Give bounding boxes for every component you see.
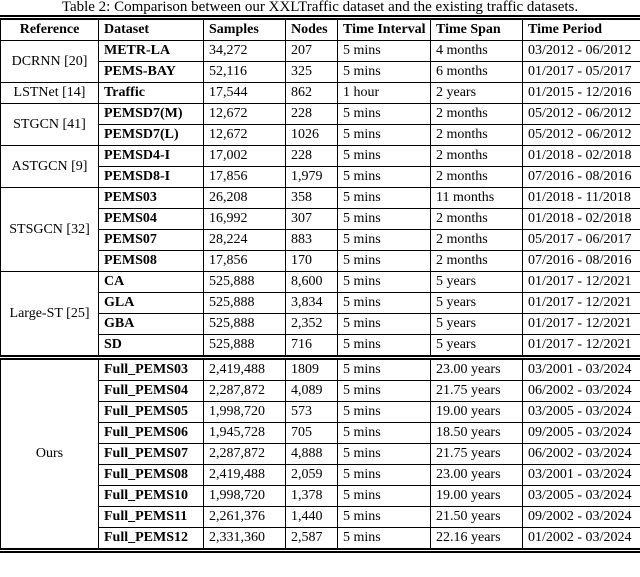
cell-period: 09/2005 - 03/2024 (523, 423, 640, 444)
table-row (1, 146, 640, 167)
cell-period: 07/2016 - 08/2016 (523, 251, 640, 272)
cell-samples: 525,888 (204, 272, 286, 293)
cell-dataset: CA (99, 272, 204, 293)
cell-interval: 5 mins (338, 314, 431, 335)
column-header-time-interval: Time Interval (338, 18, 431, 41)
cell-span: 21.75 years (431, 381, 523, 402)
cell-period: 05/2012 - 06/2012 (523, 125, 640, 146)
cell-nodes: 1026 (286, 125, 338, 146)
cell-interval: 5 mins (338, 335, 431, 358)
cell-nodes: 307 (286, 209, 338, 230)
reference-cell: STGCN [41] (1, 104, 99, 146)
table-caption: Table 2: Comparison between our XXLTraffic dataset and the existing traffic datasets. (61, 0, 579, 15)
cell-interval: 1 hour (338, 83, 431, 104)
cell-nodes: 2,587 (286, 528, 338, 551)
cell-samples: 1,998,720 (204, 486, 286, 507)
cell-dataset: Full_PEMS04 (99, 381, 204, 402)
cell-period: 06/2002 - 03/2024 (523, 444, 640, 465)
cell-span: 22.16 years (431, 528, 523, 551)
cell-dataset: PEMSD4-I (99, 146, 204, 167)
cell-period: 01/2018 - 02/2018 (523, 209, 640, 230)
cell-period: 01/2017 - 05/2017 (523, 62, 640, 83)
reference-cell: ASTGCN [9] (1, 146, 99, 188)
cell-interval: 5 mins (338, 293, 431, 314)
cell-samples: 17,856 (204, 167, 286, 188)
reference-cell: LSTNet [14] (1, 83, 99, 104)
table-group (1, 358, 640, 551)
cell-dataset: PEMSD7(M) (99, 104, 204, 125)
cell-interval: 5 mins (338, 125, 431, 146)
cell-interval: 5 mins (338, 507, 431, 528)
cell-span: 6 months (431, 62, 523, 83)
cell-interval: 5 mins (338, 381, 431, 402)
table-group (1, 272, 640, 358)
cell-interval: 5 mins (338, 528, 431, 551)
cell-span: 5 years (431, 293, 523, 314)
cell-dataset: Full_PEMS12 (99, 528, 204, 551)
cell-span: 23.00 years (431, 358, 523, 381)
cell-dataset: METR-LA (99, 41, 204, 62)
cell-samples: 2,419,488 (204, 358, 286, 381)
cell-period: 05/2012 - 06/2012 (523, 104, 640, 125)
cell-span: 4 months (431, 41, 523, 62)
cell-span: 21.75 years (431, 444, 523, 465)
cell-samples: 17,544 (204, 83, 286, 104)
table-row (1, 41, 640, 62)
cell-nodes: 2,059 (286, 465, 338, 486)
cell-nodes: 3,834 (286, 293, 338, 314)
cell-span: 2 months (431, 125, 523, 146)
cell-nodes: 4,888 (286, 444, 338, 465)
cell-samples: 17,002 (204, 146, 286, 167)
cell-dataset: PEMS-BAY (99, 62, 204, 83)
cell-span: 19.00 years (431, 402, 523, 423)
cell-nodes: 8,600 (286, 272, 338, 293)
reference-cell: Ours (1, 358, 99, 551)
cell-samples: 2,331,360 (204, 528, 286, 551)
table-group (1, 104, 640, 146)
cell-period: 09/2002 - 03/2024 (523, 507, 640, 528)
table-row (1, 272, 640, 293)
reference-cell: DCRNN [20] (1, 41, 99, 83)
cell-span: 2 months (431, 146, 523, 167)
cell-period: 03/2001 - 03/2024 (523, 465, 640, 486)
cell-dataset: PEMS04 (99, 209, 204, 230)
header-row (1, 18, 640, 41)
cell-span: 2 months (431, 209, 523, 230)
cell-nodes: 2,352 (286, 314, 338, 335)
cell-interval: 5 mins (338, 146, 431, 167)
cell-span: 2 months (431, 167, 523, 188)
cell-interval: 5 mins (338, 358, 431, 381)
cell-interval: 5 mins (338, 444, 431, 465)
cell-period: 01/2018 - 02/2018 (523, 146, 640, 167)
cell-samples: 2,287,872 (204, 444, 286, 465)
cell-span: 18.50 years (431, 423, 523, 444)
cell-samples: 2,261,376 (204, 507, 286, 528)
cell-nodes: 1,440 (286, 507, 338, 528)
cell-samples: 525,888 (204, 335, 286, 358)
cell-dataset: Traffic (99, 83, 204, 104)
cell-interval: 5 mins (338, 230, 431, 251)
cell-dataset: Full_PEMS03 (99, 358, 204, 381)
cell-dataset: PEMSD8-I (99, 167, 204, 188)
cell-span: 11 months (431, 188, 523, 209)
cell-nodes: 228 (286, 146, 338, 167)
cell-samples: 2,419,488 (204, 465, 286, 486)
table-row (1, 188, 640, 209)
cell-nodes: 207 (286, 41, 338, 62)
cell-span: 5 years (431, 335, 523, 358)
cell-period: 01/2017 - 12/2021 (523, 293, 640, 314)
cell-period: 03/2001 - 03/2024 (523, 358, 640, 381)
cell-period: 01/2002 - 03/2024 (523, 528, 640, 551)
cell-nodes: 573 (286, 402, 338, 423)
cell-period: 03/2005 - 03/2024 (523, 402, 640, 423)
cell-samples: 28,224 (204, 230, 286, 251)
cell-dataset: Full_PEMS05 (99, 402, 204, 423)
reference-cell: STSGCN [32] (1, 188, 99, 272)
table-group (1, 146, 640, 188)
cell-dataset: GBA (99, 314, 204, 335)
cell-dataset: PEMS07 (99, 230, 204, 251)
dataset-comparison-table (0, 15, 640, 553)
cell-samples: 12,672 (204, 104, 286, 125)
cell-interval: 5 mins (338, 402, 431, 423)
cell-dataset: Full_PEMS10 (99, 486, 204, 507)
cell-dataset: Full_PEMS06 (99, 423, 204, 444)
table-row (1, 83, 640, 104)
cell-nodes: 170 (286, 251, 338, 272)
cell-period: 01/2017 - 12/2021 (523, 335, 640, 358)
cell-period: 06/2002 - 03/2024 (523, 381, 640, 402)
cell-dataset: PEMSD7(L) (99, 125, 204, 146)
cell-interval: 5 mins (338, 104, 431, 125)
column-header-time-period: Time Period (523, 18, 640, 41)
cell-interval: 5 mins (338, 423, 431, 444)
cell-samples: 17,856 (204, 251, 286, 272)
cell-dataset: Full_PEMS08 (99, 465, 204, 486)
cell-period: 07/2016 - 08/2016 (523, 167, 640, 188)
cell-nodes: 705 (286, 423, 338, 444)
cell-dataset: PEMS03 (99, 188, 204, 209)
cell-dataset: Full_PEMS11 (99, 507, 204, 528)
cell-period: 01/2018 - 11/2018 (523, 188, 640, 209)
table-group (1, 83, 640, 104)
cell-span: 5 years (431, 314, 523, 335)
cell-span: 2 months (431, 104, 523, 125)
cell-period: 03/2005 - 03/2024 (523, 486, 640, 507)
cell-samples: 12,672 (204, 125, 286, 146)
cell-dataset: GLA (99, 293, 204, 314)
cell-span: 23.00 years (431, 465, 523, 486)
cell-period: 01/2015 - 12/2016 (523, 83, 640, 104)
table-header (1, 18, 640, 41)
cell-nodes: 883 (286, 230, 338, 251)
cell-interval: 5 mins (338, 41, 431, 62)
cell-interval: 5 mins (338, 486, 431, 507)
cell-period: 05/2017 - 06/2017 (523, 230, 640, 251)
cell-dataset: PEMS08 (99, 251, 204, 272)
cell-dataset: Full_PEMS07 (99, 444, 204, 465)
cell-samples: 52,116 (204, 62, 286, 83)
cell-span: 5 years (431, 272, 523, 293)
cell-nodes: 1,979 (286, 167, 338, 188)
cell-samples: 34,272 (204, 41, 286, 62)
cell-interval: 5 mins (338, 188, 431, 209)
cell-interval: 5 mins (338, 465, 431, 486)
cell-span: 2 years (431, 83, 523, 104)
cell-nodes: 358 (286, 188, 338, 209)
cell-span: 21.50 years (431, 507, 523, 528)
cell-nodes: 716 (286, 335, 338, 358)
reference-cell: Large-ST [25] (1, 272, 99, 358)
table-group (1, 41, 640, 83)
cell-interval: 5 mins (338, 251, 431, 272)
cell-samples: 1,998,720 (204, 402, 286, 423)
cell-interval: 5 mins (338, 272, 431, 293)
column-header-dataset: Dataset (99, 18, 204, 41)
cell-span: 19.00 years (431, 486, 523, 507)
column-header-nodes: Nodes (286, 18, 338, 41)
cell-samples: 525,888 (204, 293, 286, 314)
cell-nodes: 4,089 (286, 381, 338, 402)
cell-interval: 5 mins (338, 62, 431, 83)
cell-period: 01/2017 - 12/2021 (523, 272, 640, 293)
column-header-samples: Samples (204, 18, 286, 41)
cell-interval: 5 mins (338, 167, 431, 188)
cell-nodes: 325 (286, 62, 338, 83)
cell-interval: 5 mins (338, 209, 431, 230)
cell-period: 01/2017 - 12/2021 (523, 314, 640, 335)
cell-nodes: 1809 (286, 358, 338, 381)
table-group (1, 188, 640, 272)
cell-nodes: 862 (286, 83, 338, 104)
cell-samples: 2,287,872 (204, 381, 286, 402)
cell-nodes: 1,378 (286, 486, 338, 507)
cell-span: 2 months (431, 230, 523, 251)
cell-samples: 525,888 (204, 314, 286, 335)
cell-span: 2 months (431, 251, 523, 272)
column-header-time-span: Time Span (431, 18, 523, 41)
cell-period: 03/2012 - 06/2012 (523, 41, 640, 62)
cell-nodes: 228 (286, 104, 338, 125)
cell-samples: 1,945,728 (204, 423, 286, 444)
table-row (1, 358, 640, 381)
table-row (1, 104, 640, 125)
cell-samples: 16,992 (204, 209, 286, 230)
cell-samples: 26,208 (204, 188, 286, 209)
column-header-reference: Reference (1, 18, 99, 41)
cell-dataset: SD (99, 335, 204, 358)
